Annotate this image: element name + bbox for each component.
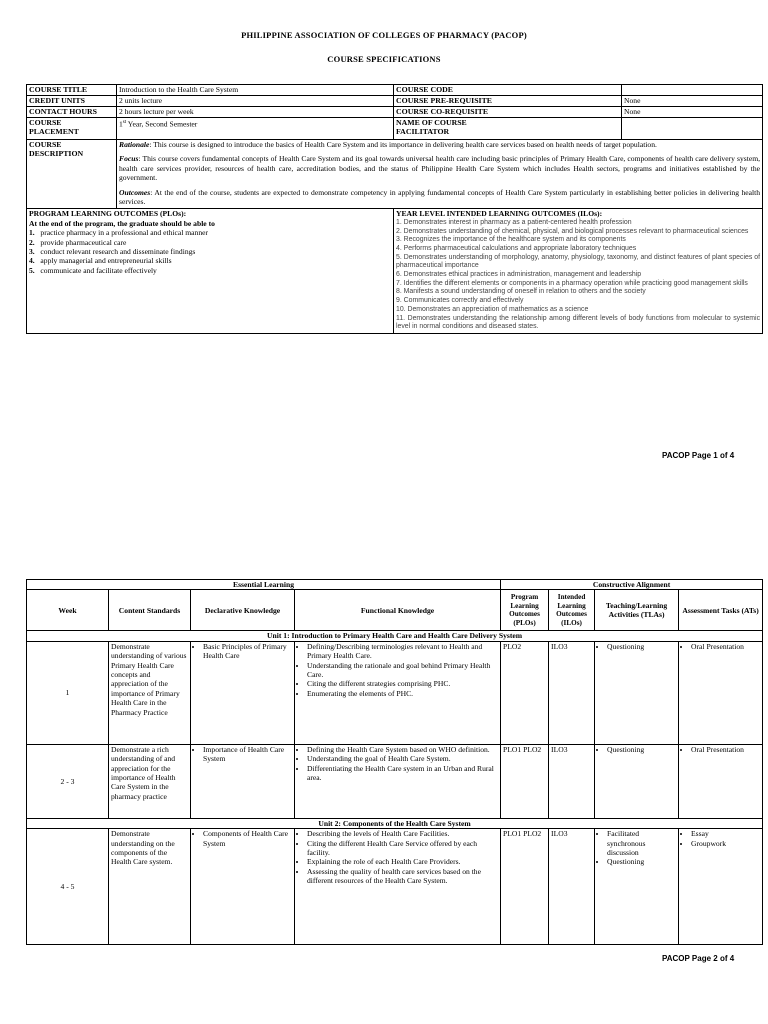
content-standard-cell: Demonstrate understanding on the components of the Health Care system. <box>109 829 191 945</box>
ilo-item: 7. Identifies the different elements or components in a pharmacy operation while practicing good management skills <box>396 279 748 287</box>
list-item: • Questioning <box>607 642 676 651</box>
plo-cell: PLO1 PLO2 <box>501 829 549 945</box>
ilo-item: 2. Demonstrates understanding of chemical, physical, and biological processes relevant to pharmaceutical sciences <box>396 227 749 235</box>
plo-cell <box>27 209 394 334</box>
placement-value: 1st Year, Second Semester <box>117 118 394 140</box>
at-cell <box>679 829 763 945</box>
col-declarative-knowledge: Declarative Knowledge <box>191 590 295 631</box>
ilo-item: 11. Demonstrates understanding the relationship among different levels of body functions from molecular to systemic level in normal conditions and diseased states. <box>396 314 761 331</box>
table-row <box>27 829 763 945</box>
ilo-item: 10. Demonstrates an appreciation of mathematics as a science <box>396 305 589 313</box>
list-item: • Enumerating the elements of PHC. <box>307 689 498 698</box>
prereq-label: COURSE PRE-REQUISITE <box>394 96 622 107</box>
ilo-heading: YEAR LEVEL INTENDED LEARNING OUTCOMES (ILOs): <box>396 209 603 219</box>
facilitator-value <box>622 118 763 140</box>
col-content-standards: Content Standards <box>109 590 191 631</box>
ilo-item: 4. Performs pharmaceutical calculations and appropriate laboratory techniques <box>396 244 637 252</box>
tla-cell <box>595 744 679 818</box>
course-code-value <box>622 85 763 96</box>
unit-1-heading: Unit 1: Introduction to Primary Health Care and Health Care Delivery System <box>27 631 763 641</box>
focus-paragraph: Focus: This course covers fundamental concepts of Health Care System and its goal towards universal health care including basic principles of Primary Health Care, components of health care delivery system, health care services provider, resources of health care, accreditation bodies, and the status of Philippine Health Care System which includes Health sectors, programs and initiatives established by the government. <box>119 154 761 183</box>
week-cell: 1 <box>27 641 109 744</box>
functional-cell <box>295 829 501 945</box>
list-item: • Citing the different Health Care Service offered by each facility. <box>307 839 498 858</box>
prereq-value: None <box>622 96 763 107</box>
ilo-item: 9. Communicates correctly and effectively <box>396 297 524 305</box>
credit-units-label: CREDIT UNITS <box>27 96 117 107</box>
list-item: • Oral Presentation <box>691 745 760 754</box>
course-code-label: COURSE CODE <box>394 85 622 96</box>
credit-units-value: 2 units lecture <box>117 96 394 107</box>
ilo-cell: ILO3 <box>549 829 595 945</box>
plo-list <box>29 228 391 275</box>
table-row <box>27 744 763 818</box>
col-functional-knowledge: Functional Knowledge <box>295 590 501 631</box>
unit-2-heading: Unit 2: Components of the Health Care System <box>27 818 763 828</box>
plo-item: 3. conduct relevant research and disseminate findings <box>29 247 196 257</box>
plo-item: 2. provide pharmaceutical care <box>29 237 127 247</box>
coreq-label: COURSE CO-REQUISITE <box>394 107 622 118</box>
contact-hours-label: CONTACT HOURS <box>27 107 117 118</box>
description-label: COURSE DESCRIPTION <box>27 140 117 209</box>
list-item: • Facilitated synchronous discussion <box>607 829 676 857</box>
list-item: • Components of Health Care System <box>203 829 292 848</box>
list-item: • Explaining the role of each Health Care Providers. <box>307 857 498 866</box>
at-cell <box>679 744 763 818</box>
plo-item: 1. practice pharmacy in a professional and ethical manner <box>29 228 209 238</box>
rationale-paragraph: Rationale: This course is designed to introduce the basics of Health Care System and its importance in delivering health care services based on health needs of target population. <box>119 140 657 149</box>
list-item: • Citing the different strategies comprising PHC. <box>307 679 498 688</box>
list-item: • Describing the levels of Health Care Facilities. <box>307 829 498 838</box>
course-info-table <box>26 84 763 334</box>
list-item: • Groupwork <box>691 839 760 848</box>
list-item: • Questioning <box>607 857 676 866</box>
outcomes-paragraph: Outcomes: At the end of the course, students are expected to demonstrate competency in applying fundamental concepts of Health Care System particularly in establishing better policies in delivering health services. <box>119 187 761 207</box>
ilo-item: 3. Recognizes the importance of the healthcare system and its components <box>396 236 626 244</box>
col-plos: Program Learning Outcomes (PLOs) <box>501 590 549 631</box>
ilo-cell: ILO3 <box>549 744 595 818</box>
list-item: • Essay <box>691 829 760 838</box>
list-item: • Defining the Health Care System based on WHO definition. <box>307 745 498 754</box>
tla-cell <box>595 641 679 744</box>
list-item: • Differentiating the Health Care system in an Urban and Rural area. <box>307 764 498 783</box>
placement-label: COURSE PLACEMENT <box>27 118 117 140</box>
at-cell <box>679 641 763 744</box>
course-plan-table <box>26 579 763 945</box>
group-constructive-alignment: Constructive Alignment <box>501 580 763 590</box>
list-item: • Basic Principles of Primary Health Care <box>203 642 292 661</box>
list-item: • Understanding the rationale and goal behind Primary Health Care. <box>307 661 498 680</box>
list-item: • Understanding the goal of Health Care System. <box>307 754 498 763</box>
col-week: Week <box>27 590 109 631</box>
ilo-item: 1. Demonstrates interest in pharmacy as a patient-centered health profession <box>396 218 632 226</box>
list-item: • Defining/Describing terminologies relevant to Health and Primary Health Care. <box>307 642 498 661</box>
tla-cell <box>595 829 679 945</box>
content-standard-cell: Demonstrate understanding of various Primary Health Care concepts and appreciation of the importance of Primary Health Care in the Pharmacy Practice <box>109 641 191 744</box>
list-item: • Assessing the quality of health care services based on the different resources of the Health Care System. <box>307 867 498 886</box>
plo-item: 4. apply managerial and entrepreneurial skills <box>29 256 172 266</box>
ilo-item: 6. Demonstrates ethical practices in administration, management and leadership <box>396 271 642 279</box>
course-description <box>117 140 763 209</box>
group-essential-learning: Essential Learning <box>27 580 501 590</box>
content-standard-cell: Demonstrate a rich understanding of and appreciation for the importance of Health Care System in the pharmacy practice <box>109 744 191 818</box>
functional-cell <box>295 744 501 818</box>
col-tlas: Teaching/Learning Activities (TLAs) <box>595 590 679 631</box>
org-title: PHILIPPINE ASSOCIATION OF COLLEGES OF PHARMACY (PACOP) <box>241 30 527 40</box>
facilitator-label: NAME OF COURSE FACILITATOR <box>394 118 622 140</box>
plo-cell: PLO2 <box>501 641 549 744</box>
list-item: • Importance of Health Care System <box>203 745 292 764</box>
table-row <box>27 641 763 744</box>
plo-heading: PROGRAM LEARNING OUTCOMES (PLOs): <box>29 209 187 219</box>
functional-cell <box>295 641 501 744</box>
ilo-item: 5. Demonstrates understanding of morphology, anatomy, physiology, taxonomy, and distinct features of plant species of pharmaceutical importance <box>396 253 761 270</box>
declarative-cell <box>191 641 295 744</box>
declarative-cell <box>191 744 295 818</box>
course-title-label: COURSE TITLE <box>27 85 117 96</box>
coreq-value: None <box>622 107 763 118</box>
col-ats: Assessment Tasks (ATs) <box>679 590 763 631</box>
contact-hours-value: 2 hours lecture per week <box>117 107 394 118</box>
week-cell: 2 - 3 <box>27 744 109 818</box>
ilo-item: 8. Manifests a sound understanding of oneself in relation to others and the society <box>396 288 646 296</box>
plo-cell: PLO1 PLO2 <box>501 744 549 818</box>
page1-footer: PACOP Page 1 of 4 <box>662 451 735 460</box>
list-item: • Oral Presentation <box>691 642 760 651</box>
declarative-cell <box>191 829 295 945</box>
week-cell: 4 - 5 <box>27 829 109 945</box>
ilo-cell <box>394 209 763 334</box>
plo-item: 5. communicate and facilitate effectively <box>29 265 157 275</box>
page2-footer: PACOP Page 2 of 4 <box>662 954 735 963</box>
plo-intro: At the end of the program, the graduate should be able to <box>29 218 215 228</box>
doc-title: COURSE SPECIFICATIONS <box>327 54 441 64</box>
course-title-value: Introduction to the Health Care System <box>117 85 394 96</box>
ilo-cell: ILO3 <box>549 641 595 744</box>
col-ilos: Intended Learning Outcomes (ILOs) <box>549 590 595 631</box>
list-item: • Questioning <box>607 745 676 754</box>
